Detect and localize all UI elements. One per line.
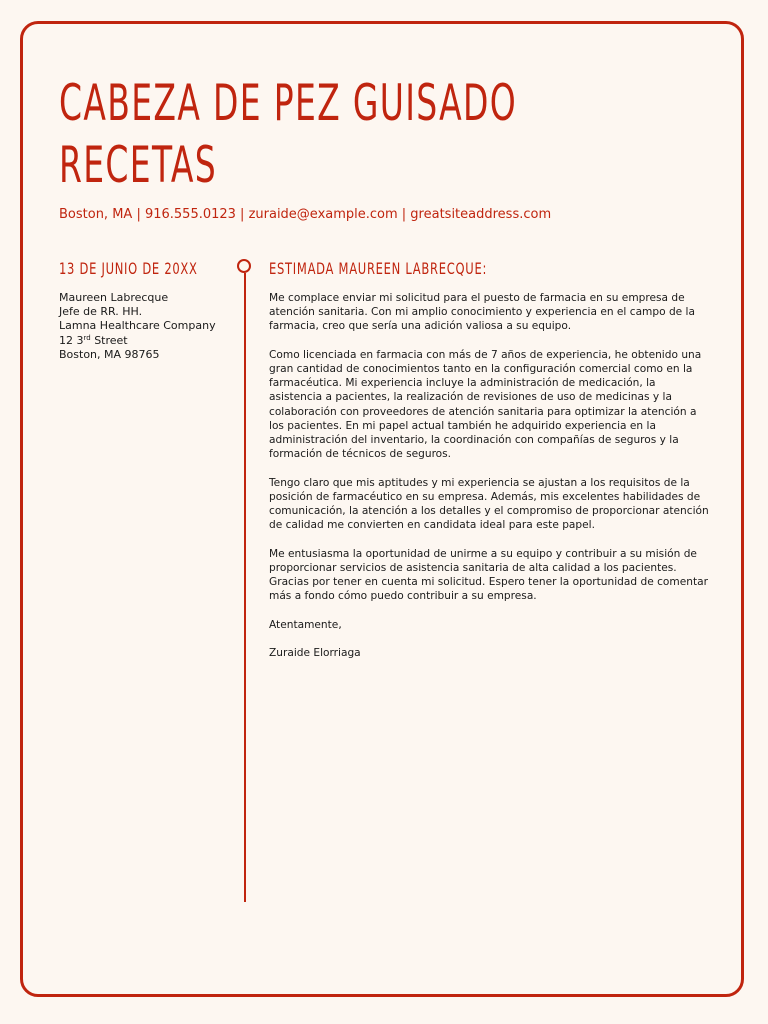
recipient-name: Maureen Labrecque xyxy=(59,291,169,304)
salutation: ESTIMADA MAUREEN LABRECQUE: xyxy=(269,259,488,278)
recipient-position: Jefe de RR. HH. xyxy=(59,305,143,319)
timeline-dot xyxy=(237,259,251,273)
document-title xyxy=(59,72,693,196)
title-line-1: CABEZA DE PEZ GUISADO xyxy=(59,74,518,132)
timeline-divider xyxy=(244,273,246,902)
closing: Atentamente, xyxy=(269,618,342,631)
street-name: Street xyxy=(90,333,128,347)
body-paragraph: Me complace enviar mi solicitud para el puesto de farmacia en su empresa de atención sanitaria. Con mi amplio conocimiento y experiencia en el campo de la farmacia, creo que sería una adición valiosa a su equipo. xyxy=(269,292,695,333)
recipient-street xyxy=(59,334,216,348)
title-line-2: RECETAS xyxy=(59,136,218,194)
body-paragraph: Tengo claro que mis aptitudes y mi experiencia se ajustan a los requisitos de la posición de farmacéutico en su empresa. Además, mis excelentes habilidades de comunicación, la atención a los detalles y el compromiso de proporcionar atención de calidad me convierten en candidata ideal para este papel. xyxy=(269,476,709,532)
body-paragraph: Me entusiasma la oportunidad de unirme a su equipo y contribuir a su misión de proporcionar servicios de asistencia sanitaria de alta calidad a los pacientes. Gracias por tener en cuenta mi solicitud. Espero tener la oportunidad de comentar más a fondo cómo puedo contribuir a su empresa. xyxy=(269,547,708,603)
letter-body xyxy=(269,291,709,674)
recipient-city: Boston, MA 98765 xyxy=(59,347,160,361)
recipient-company: Lamna Healthcare Company xyxy=(59,319,216,333)
letter-date: 13 DE JUNIO DE 20XX xyxy=(59,259,198,278)
contact-info: Boston, MA | 916.555.0123 | zuraide@example.com | greatsiteaddress.com xyxy=(59,207,552,222)
street-ordinal: rd xyxy=(83,333,91,342)
body-paragraph: Como licenciada en farmacia con más de 7 años de experiencia, he obtenido una gran cantidad de conocimientos tanto en la configuración comercial como en la farmacéutica. Mi experiencia incluye la administración de medicación, la asistencia a pacientes, la realización de revisiones de uso de medicinas y la colaboración con proveedores de atención sanitaria para optimizar la atención a los pacientes. En mi papel actual también he adquirido experiencia en la administración del inventario, la coordinación con compañías de seguros y la formación de técnicos de seguros. xyxy=(269,348,702,461)
recipient-address xyxy=(59,291,216,362)
signature-name: Zuraide Elorriaga xyxy=(269,647,361,659)
street-number: 12 3 xyxy=(59,333,84,347)
